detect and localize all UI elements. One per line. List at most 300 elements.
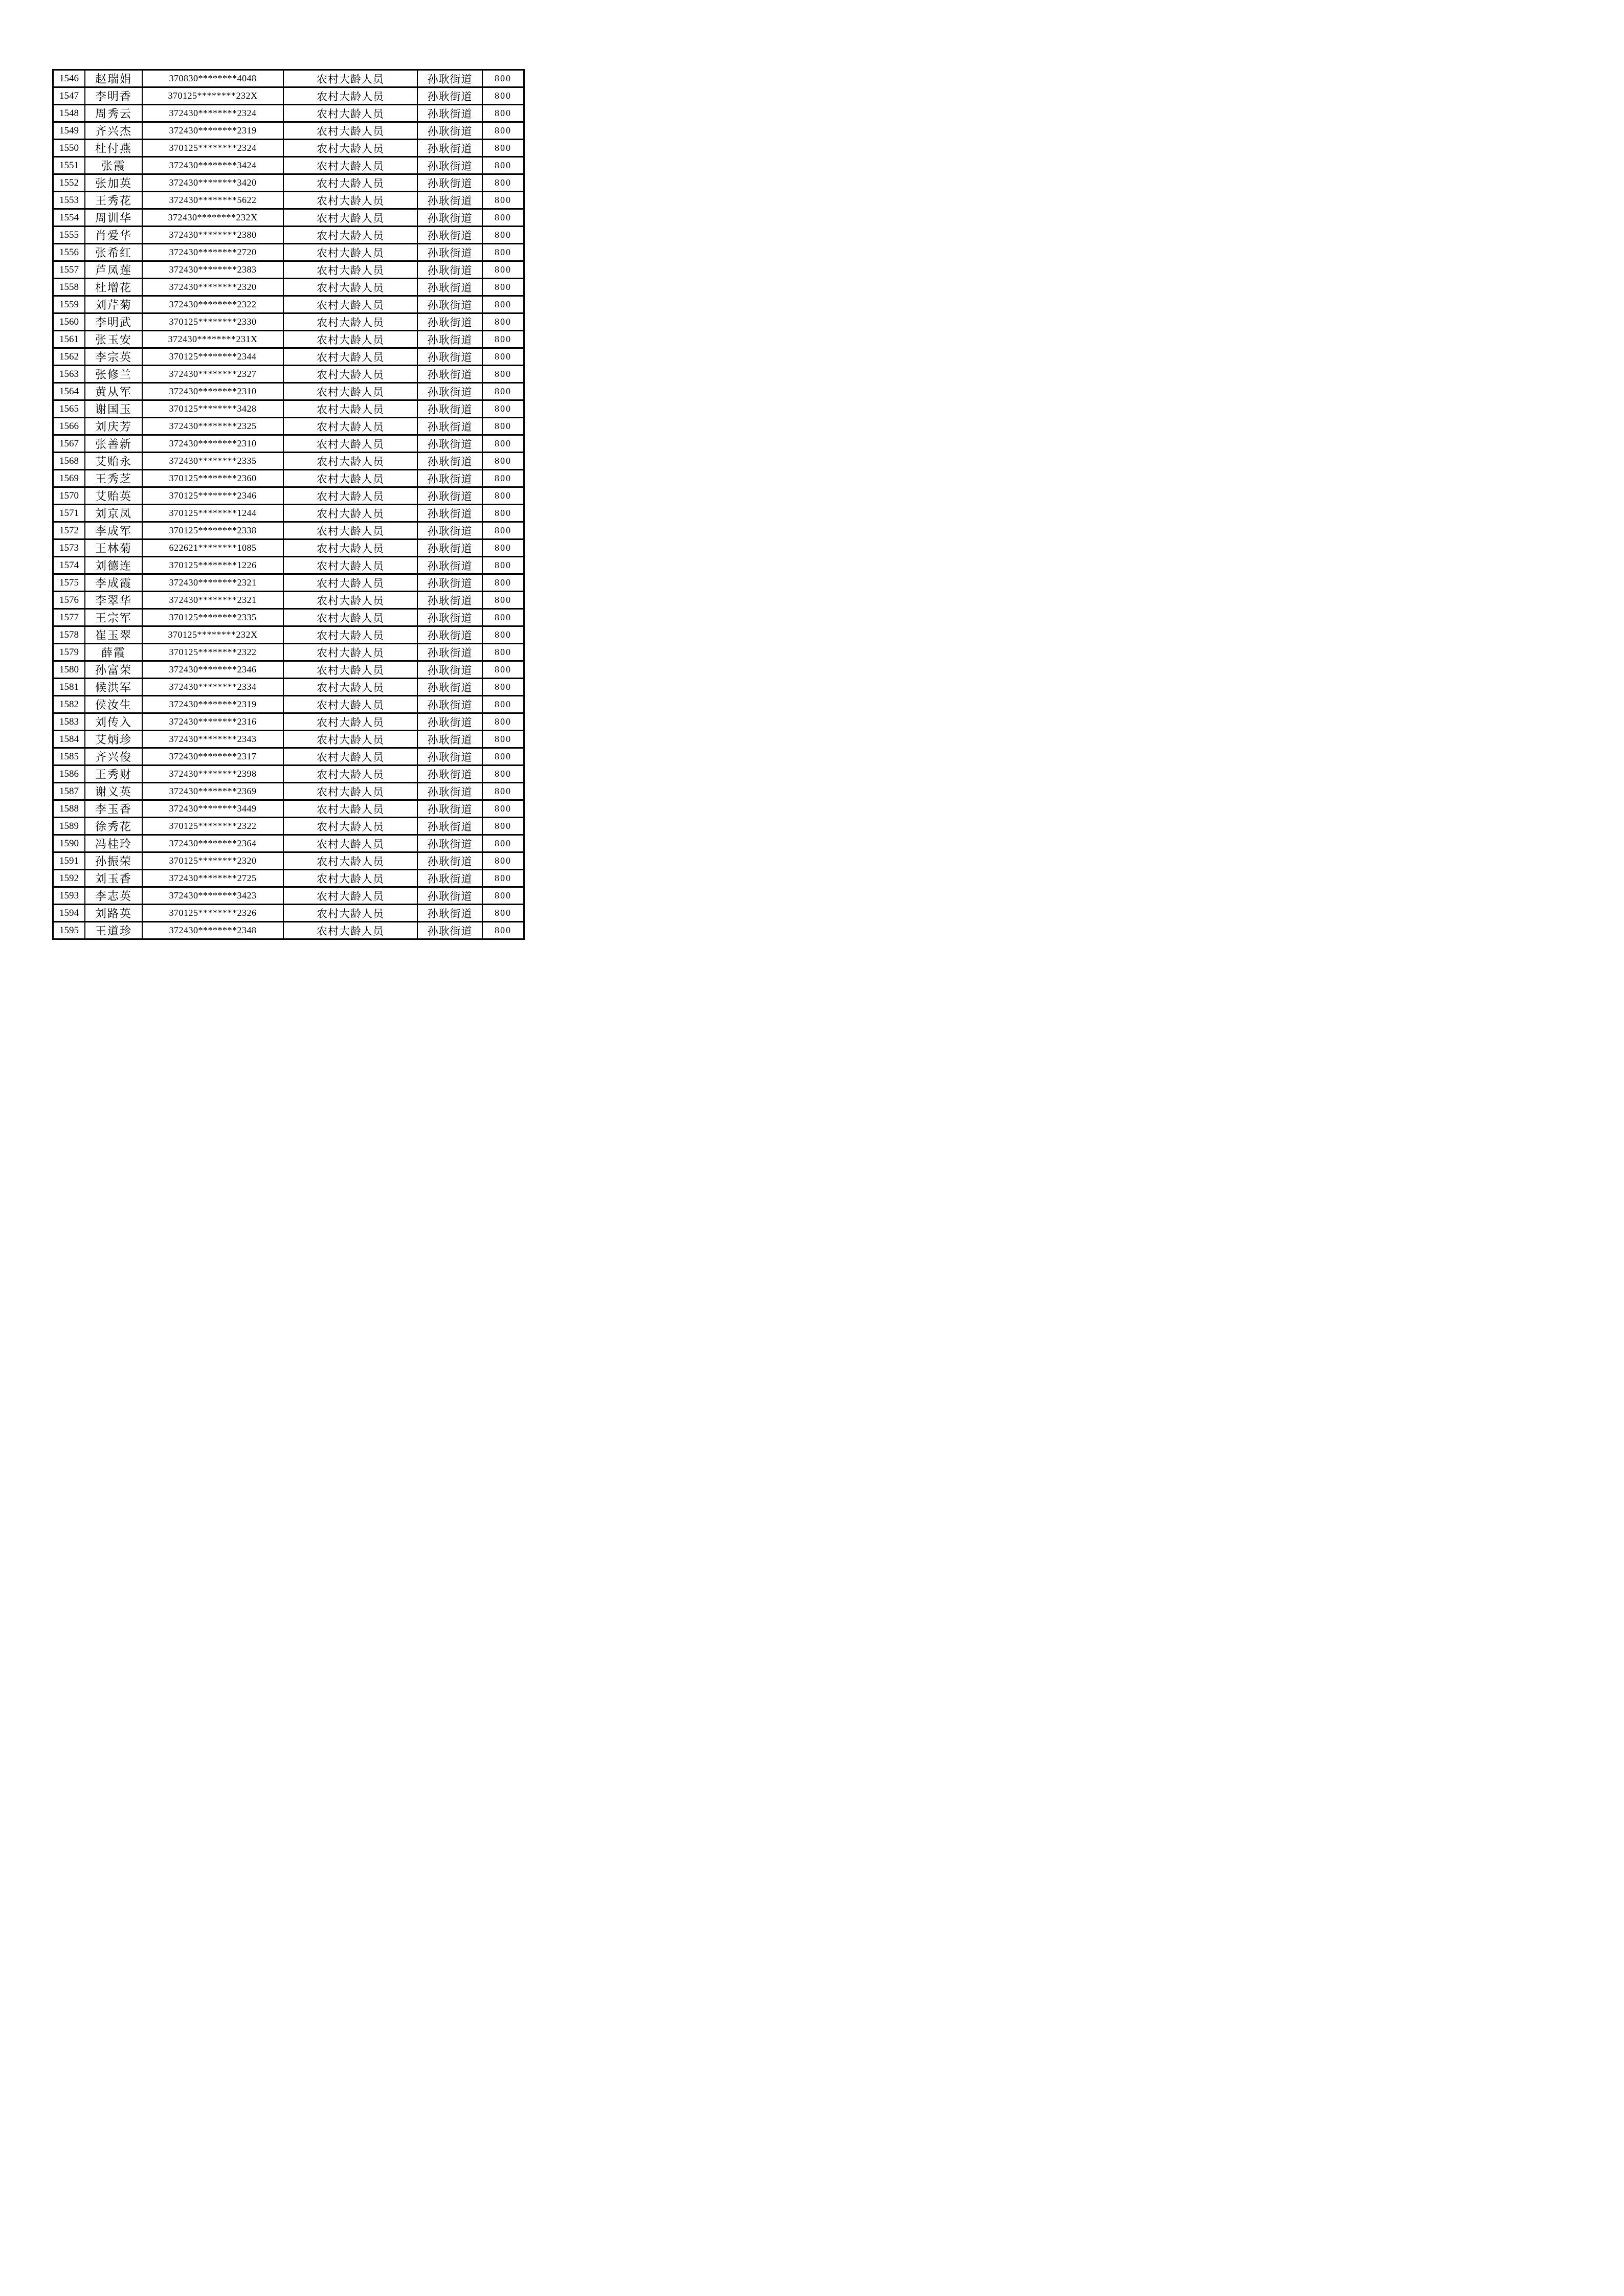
cell-street: 孙耿街道 [417,470,482,487]
table-row [53,557,524,574]
cell-id_number: 370125********1244 [142,505,283,522]
cell-amount: 800 [482,279,524,296]
cell-no: 1578 [53,626,85,644]
cell-no: 1548 [53,105,85,122]
cell-name: 侯汝生 [85,696,142,713]
cell-name: 候洪军 [85,679,142,696]
cell-no: 1573 [53,539,85,557]
cell-street: 孙耿街道 [417,313,482,331]
cell-category: 农村大龄人员 [283,609,417,626]
cell-amount: 800 [482,209,524,227]
cell-street: 孙耿街道 [417,70,482,87]
cell-street: 孙耿街道 [417,557,482,574]
cell-category: 农村大龄人员 [283,296,417,313]
cell-id_number: 370830********4048 [142,70,283,87]
cell-name: 李宗英 [85,348,142,366]
cell-amount: 800 [482,696,524,713]
cell-category: 农村大龄人员 [283,366,417,383]
cell-amount: 800 [482,922,524,939]
cell-name: 李成军 [85,522,142,539]
cell-amount: 800 [482,748,524,766]
cell-name: 刘路英 [85,905,142,922]
cell-id_number: 370125********2322 [142,644,283,661]
cell-amount: 800 [482,818,524,835]
table-row [53,922,524,939]
cell-name: 刘传入 [85,713,142,731]
cell-id_number: 370125********2320 [142,852,283,870]
cell-street: 孙耿街道 [417,852,482,870]
table-row [53,609,524,626]
cell-category: 农村大龄人员 [283,157,417,174]
cell-category: 农村大龄人员 [283,487,417,505]
cell-id_number: 370125********2360 [142,470,283,487]
table-row [53,313,524,331]
cell-category: 农村大龄人员 [283,244,417,261]
cell-category: 农村大龄人员 [283,453,417,470]
cell-id_number: 372430********2364 [142,835,283,852]
cell-street: 孙耿街道 [417,366,482,383]
cell-category: 农村大龄人员 [283,87,417,105]
cell-no: 1593 [53,887,85,905]
cell-street: 孙耿街道 [417,174,482,192]
cell-street: 孙耿街道 [417,800,482,818]
cell-amount: 800 [482,609,524,626]
cell-no: 1554 [53,209,85,227]
cell-id_number: 372430********2310 [142,435,283,453]
cell-street: 孙耿街道 [417,818,482,835]
cell-category: 农村大龄人员 [283,557,417,574]
cell-amount: 800 [482,800,524,818]
cell-amount: 800 [482,713,524,731]
cell-no: 1553 [53,192,85,209]
cell-no: 1569 [53,470,85,487]
cell-no: 1571 [53,505,85,522]
cell-street: 孙耿街道 [417,105,482,122]
cell-no: 1590 [53,835,85,852]
cell-no: 1588 [53,800,85,818]
cell-amount: 800 [482,122,524,140]
table-row [53,800,524,818]
cell-category: 农村大龄人员 [283,505,417,522]
table-body [53,70,524,939]
cell-street: 孙耿街道 [417,261,482,279]
table-row [53,748,524,766]
cell-category: 农村大龄人员 [283,348,417,366]
table-row [53,644,524,661]
cell-name: 刘玉香 [85,870,142,887]
cell-category: 农村大龄人员 [283,418,417,435]
table-row [53,366,524,383]
cell-id_number: 372430********2725 [142,870,283,887]
cell-street: 孙耿街道 [417,835,482,852]
cell-street: 孙耿街道 [417,783,482,800]
cell-id_number: 372430********5622 [142,192,283,209]
cell-amount: 800 [482,261,524,279]
cell-category: 农村大龄人员 [283,261,417,279]
cell-id_number: 372430********2398 [142,766,283,783]
cell-name: 张希红 [85,244,142,261]
cell-street: 孙耿街道 [417,731,482,748]
cell-amount: 800 [482,626,524,644]
cell-no: 1580 [53,661,85,679]
cell-street: 孙耿街道 [417,505,482,522]
table-row [53,383,524,400]
cell-name: 张修兰 [85,366,142,383]
cell-id_number: 372430********3424 [142,157,283,174]
cell-amount: 800 [482,557,524,574]
cell-category: 农村大龄人员 [283,679,417,696]
cell-id_number: 372430********3423 [142,887,283,905]
cell-category: 农村大龄人员 [283,731,417,748]
cell-amount: 800 [482,400,524,418]
cell-id_number: 372430********2343 [142,731,283,748]
cell-id_number: 622621********1085 [142,539,283,557]
cell-no: 1592 [53,870,85,887]
cell-street: 孙耿街道 [417,887,482,905]
cell-name: 薛霞 [85,644,142,661]
cell-amount: 800 [482,174,524,192]
cell-no: 1565 [53,400,85,418]
cell-name: 刘德连 [85,557,142,574]
cell-name: 刘庆芳 [85,418,142,435]
table-row [53,192,524,209]
cell-category: 农村大龄人员 [283,313,417,331]
cell-amount: 800 [482,383,524,400]
cell-amount: 800 [482,227,524,244]
table-row [53,70,524,87]
cell-no: 1586 [53,766,85,783]
cell-amount: 800 [482,87,524,105]
cell-no: 1584 [53,731,85,748]
cell-amount: 800 [482,679,524,696]
cell-id_number: 372430********2319 [142,122,283,140]
cell-id_number: 370125********2346 [142,487,283,505]
cell-amount: 800 [482,731,524,748]
cell-category: 农村大龄人员 [283,800,417,818]
cell-amount: 800 [482,522,524,539]
cell-no: 1572 [53,522,85,539]
cell-category: 农村大龄人员 [283,835,417,852]
cell-category: 农村大龄人员 [283,592,417,609]
cell-id_number: 372430********2316 [142,713,283,731]
table-sheet [52,69,525,940]
cell-category: 农村大龄人员 [283,626,417,644]
cell-id_number: 372430********2346 [142,661,283,679]
cell-id_number: 372430********2380 [142,227,283,244]
cell-category: 农村大龄人员 [283,748,417,766]
cell-amount: 800 [482,487,524,505]
cell-amount: 800 [482,453,524,470]
cell-amount: 800 [482,70,524,87]
cell-category: 农村大龄人员 [283,644,417,661]
cell-name: 李明香 [85,87,142,105]
cell-no: 1583 [53,713,85,731]
cell-no: 1581 [53,679,85,696]
table-row [53,122,524,140]
cell-amount: 800 [482,192,524,209]
cell-name: 刘芹菊 [85,296,142,313]
cell-street: 孙耿街道 [417,87,482,105]
cell-street: 孙耿街道 [417,679,482,696]
cell-street: 孙耿街道 [417,348,482,366]
cell-id_number: 370125********2335 [142,609,283,626]
cell-category: 农村大龄人员 [283,713,417,731]
table-row [53,487,524,505]
cell-name: 杜付燕 [85,140,142,157]
table-row [53,592,524,609]
cell-street: 孙耿街道 [417,922,482,939]
cell-category: 农村大龄人员 [283,383,417,400]
cell-id_number: 370125********2324 [142,140,283,157]
cell-street: 孙耿街道 [417,713,482,731]
cell-street: 孙耿街道 [417,331,482,348]
cell-amount: 800 [482,418,524,435]
cell-amount: 800 [482,331,524,348]
cell-street: 孙耿街道 [417,574,482,592]
table-row [53,140,524,157]
cell-name: 崔玉翠 [85,626,142,644]
cell-street: 孙耿街道 [417,435,482,453]
cell-name: 艾贻永 [85,453,142,470]
cell-street: 孙耿街道 [417,209,482,227]
cell-amount: 800 [482,105,524,122]
cell-street: 孙耿街道 [417,626,482,644]
table-row [53,522,524,539]
cell-name: 张霞 [85,157,142,174]
cell-id_number: 372430********2335 [142,453,283,470]
cell-name: 刘京凤 [85,505,142,522]
cell-name: 冯桂玲 [85,835,142,852]
cell-id_number: 370125********2322 [142,818,283,835]
cell-no: 1547 [53,87,85,105]
cell-category: 农村大龄人员 [283,400,417,418]
cell-category: 农村大龄人员 [283,574,417,592]
cell-name: 王林菊 [85,539,142,557]
cell-street: 孙耿街道 [417,696,482,713]
cell-no: 1549 [53,122,85,140]
cell-category: 农村大龄人员 [283,192,417,209]
table-row [53,435,524,453]
table-row [53,574,524,592]
cell-amount: 800 [482,661,524,679]
cell-id_number: 370125********2344 [142,348,283,366]
cell-street: 孙耿街道 [417,522,482,539]
cell-category: 农村大龄人员 [283,766,417,783]
cell-no: 1585 [53,748,85,766]
cell-amount: 800 [482,783,524,800]
cell-street: 孙耿街道 [417,279,482,296]
cell-name: 谢义英 [85,783,142,800]
table-row [53,505,524,522]
cell-no: 1563 [53,366,85,383]
document-page [0,0,574,937]
cell-id_number: 372430********231X [142,331,283,348]
cell-name: 赵瑞娟 [85,70,142,87]
cell-category: 农村大龄人员 [283,852,417,870]
cell-id_number: 372430********2321 [142,592,283,609]
table-row [53,835,524,852]
cell-amount: 800 [482,470,524,487]
cell-id_number: 372430********3420 [142,174,283,192]
cell-id_number: 372430********2327 [142,366,283,383]
cell-id_number: 372430********2720 [142,244,283,261]
cell-no: 1561 [53,331,85,348]
cell-street: 孙耿街道 [417,244,482,261]
cell-name: 艾贻英 [85,487,142,505]
cell-no: 1589 [53,818,85,835]
cell-id_number: 370125********232X [142,87,283,105]
cell-street: 孙耿街道 [417,905,482,922]
cell-id_number: 370125********1226 [142,557,283,574]
table-row [53,661,524,679]
table-row [53,209,524,227]
cell-street: 孙耿街道 [417,383,482,400]
cell-category: 农村大龄人员 [283,140,417,157]
cell-name: 张善新 [85,435,142,453]
cell-amount: 800 [482,644,524,661]
table-row [53,818,524,835]
cell-id_number: 372430********232X [142,209,283,227]
table-row [53,713,524,731]
table-row [53,766,524,783]
cell-name: 李志英 [85,887,142,905]
cell-street: 孙耿街道 [417,487,482,505]
cell-no: 1550 [53,140,85,157]
table-row [53,870,524,887]
cell-no: 1591 [53,852,85,870]
cell-amount: 800 [482,766,524,783]
cell-category: 农村大龄人员 [283,105,417,122]
cell-name: 谢国玉 [85,400,142,418]
cell-name: 孙富荣 [85,661,142,679]
table-row [53,679,524,696]
cell-id_number: 370125********2330 [142,313,283,331]
cell-no: 1594 [53,905,85,922]
cell-street: 孙耿街道 [417,192,482,209]
cell-amount: 800 [482,366,524,383]
cell-category: 农村大龄人员 [283,539,417,557]
cell-name: 李明武 [85,313,142,331]
cell-amount: 800 [482,870,524,887]
cell-street: 孙耿街道 [417,609,482,626]
cell-no: 1551 [53,157,85,174]
cell-amount: 800 [482,296,524,313]
cell-amount: 800 [482,905,524,922]
cell-amount: 800 [482,435,524,453]
cell-name: 齐兴俊 [85,748,142,766]
cell-street: 孙耿街道 [417,453,482,470]
cell-no: 1570 [53,487,85,505]
cell-street: 孙耿街道 [417,661,482,679]
cell-no: 1556 [53,244,85,261]
cell-amount: 800 [482,140,524,157]
cell-name: 王道珍 [85,922,142,939]
cell-id_number: 370125********2338 [142,522,283,539]
cell-no: 1577 [53,609,85,626]
cell-name: 黄从军 [85,383,142,400]
table-row [53,783,524,800]
cell-street: 孙耿街道 [417,870,482,887]
cell-amount: 800 [482,539,524,557]
cell-name: 徐秀花 [85,818,142,835]
cell-category: 农村大龄人员 [283,870,417,887]
cell-no: 1562 [53,348,85,366]
table-row [53,905,524,922]
cell-amount: 800 [482,592,524,609]
cell-name: 孙振荣 [85,852,142,870]
cell-no: 1558 [53,279,85,296]
cell-name: 芦凤莲 [85,261,142,279]
cell-category: 农村大龄人员 [283,696,417,713]
cell-amount: 800 [482,887,524,905]
cell-name: 王宗军 [85,609,142,626]
table-row [53,418,524,435]
cell-no: 1595 [53,922,85,939]
table-row [53,887,524,905]
table-row [53,626,524,644]
cell-category: 农村大龄人员 [283,435,417,453]
table-row [53,348,524,366]
table-row [53,87,524,105]
cell-no: 1557 [53,261,85,279]
table-row [53,539,524,557]
cell-no: 1579 [53,644,85,661]
cell-id_number: 372430********2317 [142,748,283,766]
table-row [53,261,524,279]
cell-id_number: 372430********3449 [142,800,283,818]
cell-category: 农村大龄人员 [283,661,417,679]
cell-street: 孙耿街道 [417,748,482,766]
cell-name: 艾炳珍 [85,731,142,748]
table-row [53,470,524,487]
cell-id_number: 372430********2369 [142,783,283,800]
cell-no: 1560 [53,313,85,331]
table-row [53,296,524,313]
cell-name: 李成霞 [85,574,142,592]
cell-id_number: 370125********3428 [142,400,283,418]
cell-name: 齐兴杰 [85,122,142,140]
cell-name: 周训华 [85,209,142,227]
cell-name: 李翠华 [85,592,142,609]
cell-category: 农村大龄人员 [283,279,417,296]
cell-street: 孙耿街道 [417,157,482,174]
cell-id_number: 372430********2322 [142,296,283,313]
cell-name: 王秀芝 [85,470,142,487]
cell-category: 农村大龄人员 [283,331,417,348]
cell-street: 孙耿街道 [417,400,482,418]
table-row [53,174,524,192]
cell-no: 1567 [53,435,85,453]
cell-street: 孙耿街道 [417,418,482,435]
cell-amount: 800 [482,505,524,522]
cell-id_number: 372430********2334 [142,679,283,696]
table-row [53,227,524,244]
cell-category: 农村大龄人员 [283,227,417,244]
table-row [53,731,524,748]
table-row [53,331,524,348]
table-row [53,696,524,713]
cell-name: 张玉安 [85,331,142,348]
cell-street: 孙耿街道 [417,227,482,244]
cell-amount: 800 [482,574,524,592]
cell-id_number: 372430********2319 [142,696,283,713]
cell-category: 农村大龄人员 [283,905,417,922]
cell-category: 农村大龄人员 [283,887,417,905]
table-row [53,244,524,261]
cell-street: 孙耿街道 [417,644,482,661]
cell-no: 1546 [53,70,85,87]
cell-no: 1574 [53,557,85,574]
